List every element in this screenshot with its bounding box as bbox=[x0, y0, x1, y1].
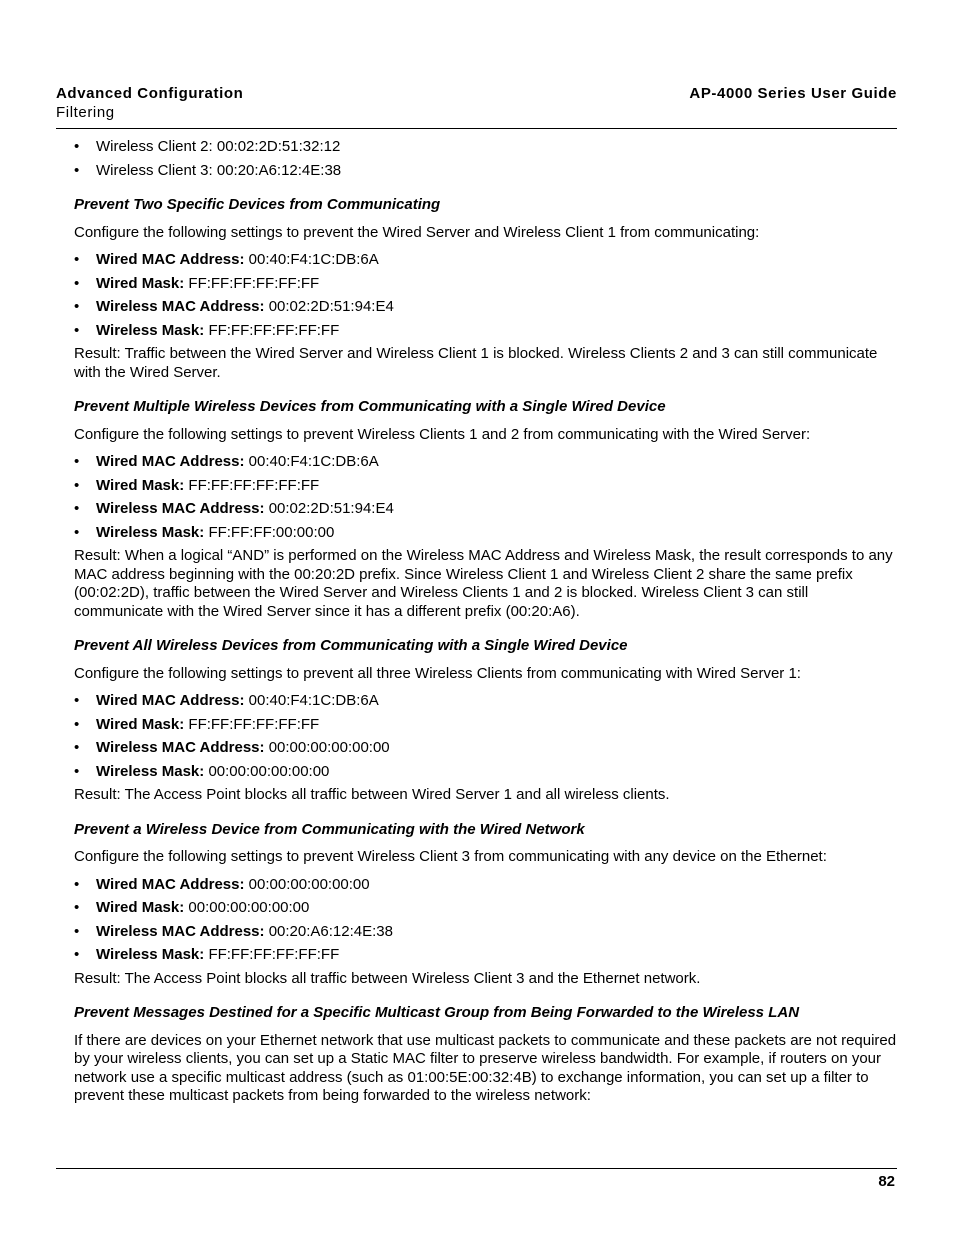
setting-label: Wired MAC Address: bbox=[96, 453, 245, 470]
setting-item bbox=[74, 322, 900, 341]
section-result: Result: The Access Point blocks all traffic between Wired Server 1 and all wireless clients. bbox=[74, 786, 670, 803]
intro-bullet-list bbox=[74, 138, 900, 180]
setting-label: Wireless MAC Address: bbox=[96, 298, 265, 315]
section-intro: Configure the following settings to prevent Wireless Client 3 from communicating with any device on the Ethernet: bbox=[74, 848, 827, 865]
setting-value: 00:00:00:00:00:00 bbox=[248, 875, 370, 893]
setting-label: Wireless Mask: bbox=[96, 762, 205, 780]
section-result: Result: When a logical “AND” is performed on the Wireless MAC Address and Wireless Mask, the result corresponds to any MAC address beginning with the 00:20:2D prefix. Since Wireless Client 1 and Wireless Client 2 share the same prefix (00:02:2D), traffic between the Wired Server and Wireless Clients 1 and 2 is blocked. Wireless Client 3 can still communicate with the Wired Server since it has a different prefix (00:20:A6). bbox=[74, 547, 893, 620]
setting-label: Wireless Mask: bbox=[96, 523, 205, 541]
settings-list bbox=[74, 876, 900, 965]
page-footer bbox=[56, 1168, 897, 1190]
settings-list bbox=[74, 453, 900, 542]
section-intro: Configure the following settings to prevent all three Wireless Clients from communicating with Wired Server 1: bbox=[74, 664, 801, 682]
section-result: Result: The Access Point blocks all traffic between Wireless Client 3 and the Ethernet network. bbox=[74, 969, 701, 987]
section-title: Advanced Configuration bbox=[56, 85, 244, 102]
setting-item bbox=[74, 298, 900, 317]
section-result: Result: Traffic between the Wired Server and Wireless Client 1 is blocked. Wireless Clients 2 and 3 can still communicate with the Wired Server. bbox=[74, 345, 878, 381]
setting-value: FF:FF:FF:FF:FF:FF bbox=[208, 321, 340, 339]
setting-value: FF:FF:FF:FF:FF:FF bbox=[208, 946, 340, 963]
setting-item bbox=[74, 275, 900, 294]
setting-item bbox=[74, 876, 900, 895]
setting-value: 00:00:00:00:00:00 bbox=[188, 899, 310, 916]
setting-value: 00:40:F4:1C:DB:6A bbox=[248, 251, 379, 268]
section-intro: Configure the following settings to prevent Wireless Clients 1 and 2 from communicating with the Wired Server: bbox=[74, 425, 811, 443]
setting-item bbox=[74, 899, 900, 918]
setting-label: Wired Mask: bbox=[96, 715, 185, 733]
setting-label: Wired MAC Address: bbox=[96, 692, 245, 709]
list-item: • Wireless Client 2: 00:02:2D:51:32:12 bbox=[74, 138, 900, 157]
setting-value: 00:02:2D:51:94:E4 bbox=[268, 298, 394, 315]
setting-item bbox=[74, 524, 900, 543]
setting-value: FF:FF:FF:FF:FF:FF bbox=[188, 274, 320, 292]
setting-item bbox=[74, 692, 900, 711]
setting-item bbox=[74, 251, 900, 270]
section-heading: Prevent Messages Destined for a Specific Multicast Group from Being Forwarded to the Wireless LAN bbox=[74, 1004, 800, 1021]
setting-label: Wired MAC Address: bbox=[96, 875, 245, 893]
setting-item bbox=[74, 453, 900, 472]
setting-value: 00:02:2D:51:94:E4 bbox=[268, 500, 394, 517]
settings-list bbox=[74, 251, 900, 340]
setting-label: Wired MAC Address: bbox=[96, 251, 245, 268]
setting-label: Wireless Mask: bbox=[96, 946, 205, 963]
setting-value: 00:00:00:00:00:00 bbox=[268, 739, 390, 756]
setting-value: FF:FF:FF:00:00:00 bbox=[208, 523, 335, 541]
setting-value: FF:FF:FF:FF:FF:FF bbox=[188, 476, 320, 494]
page-content bbox=[74, 138, 900, 1115]
setting-item bbox=[74, 477, 900, 496]
setting-item bbox=[74, 923, 900, 942]
setting-value: 00:20:A6:12:4E:38 bbox=[268, 922, 393, 940]
setting-value: FF:FF:FF:FF:FF:FF bbox=[188, 715, 320, 733]
setting-label: Wireless Mask: bbox=[96, 321, 205, 339]
subsection-title: Filtering bbox=[56, 104, 115, 121]
setting-label: Wired Mask: bbox=[96, 274, 185, 292]
setting-item bbox=[74, 763, 900, 782]
setting-item bbox=[74, 500, 900, 519]
section-heading: Prevent All Wireless Devices from Communicating with a Single Wired Device bbox=[74, 637, 628, 654]
setting-label: Wireless MAC Address: bbox=[96, 500, 265, 517]
setting-value: 00:40:F4:1C:DB:6A bbox=[248, 453, 379, 470]
section-heading: Prevent Multiple Wireless Devices from Communicating with a Single Wired Device bbox=[74, 398, 666, 415]
section-body: If there are devices on your Ethernet network that use multicast packets to communicate and these packets are not required by your wireless clients, you can set up a Static MAC filter to preserve wireless bandwidth. For example, if routers on your network use a specific multicast address (such as 01:00:5E:00:32:4B) to exchange information, you can set up a filter to prevent these multicast packets from being forwarded to the wireless network: bbox=[74, 1031, 897, 1104]
setting-item bbox=[74, 739, 900, 758]
section-heading: Prevent a Wireless Device from Communicating with the Wired Network bbox=[74, 820, 585, 838]
setting-label: Wireless MAC Address: bbox=[96, 922, 265, 940]
section-intro: Configure the following settings to prevent the Wired Server and Wireless Client 1 from communicating: bbox=[74, 223, 760, 241]
setting-item bbox=[74, 716, 900, 735]
setting-label: Wired Mask: bbox=[96, 476, 185, 494]
setting-item bbox=[74, 946, 900, 965]
page-header bbox=[56, 84, 897, 129]
setting-value: 00:40:F4:1C:DB:6A bbox=[248, 692, 379, 709]
page-number: 82 bbox=[878, 1173, 895, 1190]
setting-label: Wireless MAC Address: bbox=[96, 739, 265, 756]
section-heading: Prevent Two Specific Devices from Communicating bbox=[74, 196, 441, 213]
setting-label: Wired Mask: bbox=[96, 899, 185, 916]
settings-list bbox=[74, 692, 900, 781]
guide-title: AP-4000 Series User Guide bbox=[689, 85, 897, 102]
setting-value: 00:00:00:00:00:00 bbox=[208, 762, 330, 780]
list-item: • Wireless Client 3: 00:20:A6:12:4E:38 bbox=[74, 162, 900, 181]
